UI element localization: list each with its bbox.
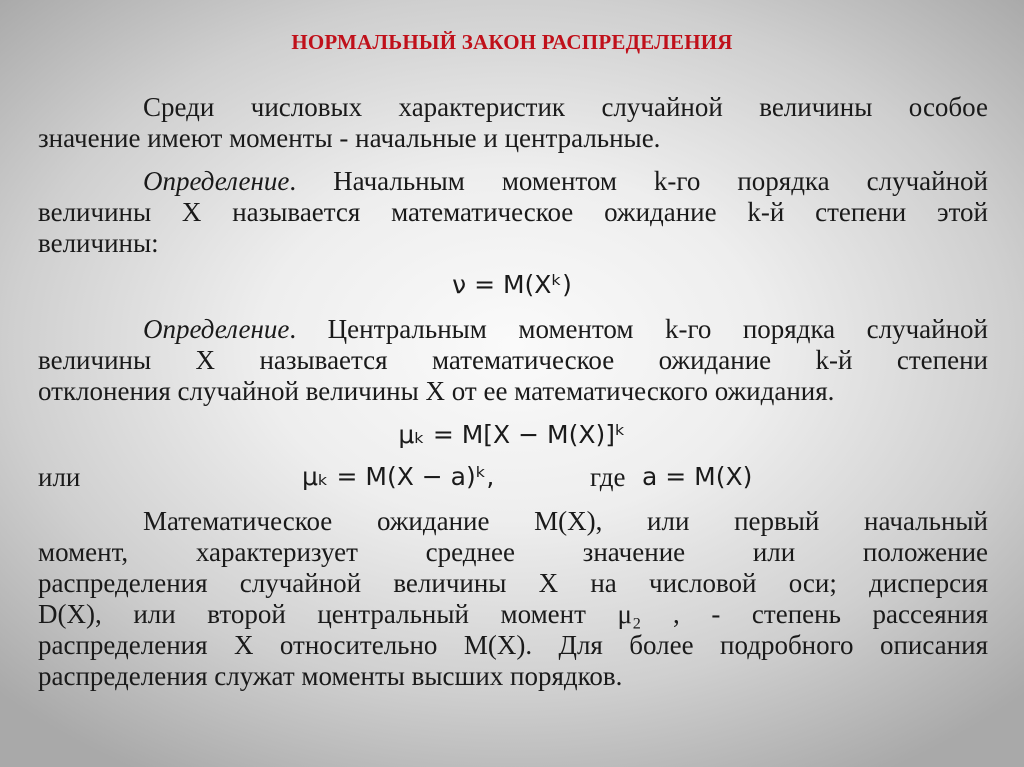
- summary-line-5: распределения X относительно M(X). Для более подробного описания: [38, 630, 988, 660]
- formula-mean-definition: a = M(X): [642, 462, 753, 491]
- or-label: или: [38, 462, 81, 492]
- summary-line-3: распределения случайной величины X на числовой оси; дисперсия: [38, 568, 988, 598]
- intro-line-2: значение имеют моменты - начальные и центральные.: [38, 123, 661, 153]
- paragraph-intro: [38, 92, 988, 154]
- formula-central-moment-alt: μₖ = M(X − a)ᵏ,: [302, 462, 495, 491]
- summary-line-2: момент, характеризует среднее значение или положение: [38, 537, 988, 567]
- initial-def-line-2: величины X называется математическое ожидание k-й степени этой: [38, 197, 988, 227]
- paragraph-summary: [38, 506, 988, 692]
- definition-label: Определение: [143, 314, 290, 344]
- definition-label: Определение: [143, 166, 290, 196]
- summary-line-1: Математическое ожидание M(X), или первый начальный: [143, 506, 988, 536]
- formula-initial-moment: ν = M(Xᵏ): [452, 270, 572, 299]
- where-label: где: [590, 462, 626, 492]
- summary-line-6: распределения служат моменты высших порядков.: [38, 661, 623, 691]
- central-def-line-1: . Центральным моментом k-го порядка случайной: [289, 314, 988, 344]
- central-def-line-3: отклонения случайной величины X от ее математического ожидания.: [38, 376, 835, 406]
- central-def-line-2: величины X называется математическое ожидание k-й степени: [38, 345, 988, 375]
- initial-def-line-1: . Начальным моментом k-го порядка случайной: [289, 166, 988, 196]
- paragraph-initial-moment-definition: [38, 166, 988, 259]
- summary-line-4: D(X), или второй центральный момент μ₂ , - степень рассеяния: [38, 599, 988, 629]
- paragraph-central-moment-definition: [38, 314, 988, 407]
- formula-central-moment: μₖ = M[X − M(X)]ᵏ: [398, 420, 626, 449]
- initial-def-line-3: величины:: [38, 228, 159, 258]
- formula-row-alternative: [38, 462, 988, 496]
- intro-line-1: Среди числовых характеристик случайной величины особое: [143, 92, 988, 122]
- slide-title: НОРМАЛЬНЫЙ ЗАКОН РАСПРЕДЕЛЕНИЯ: [291, 30, 733, 54]
